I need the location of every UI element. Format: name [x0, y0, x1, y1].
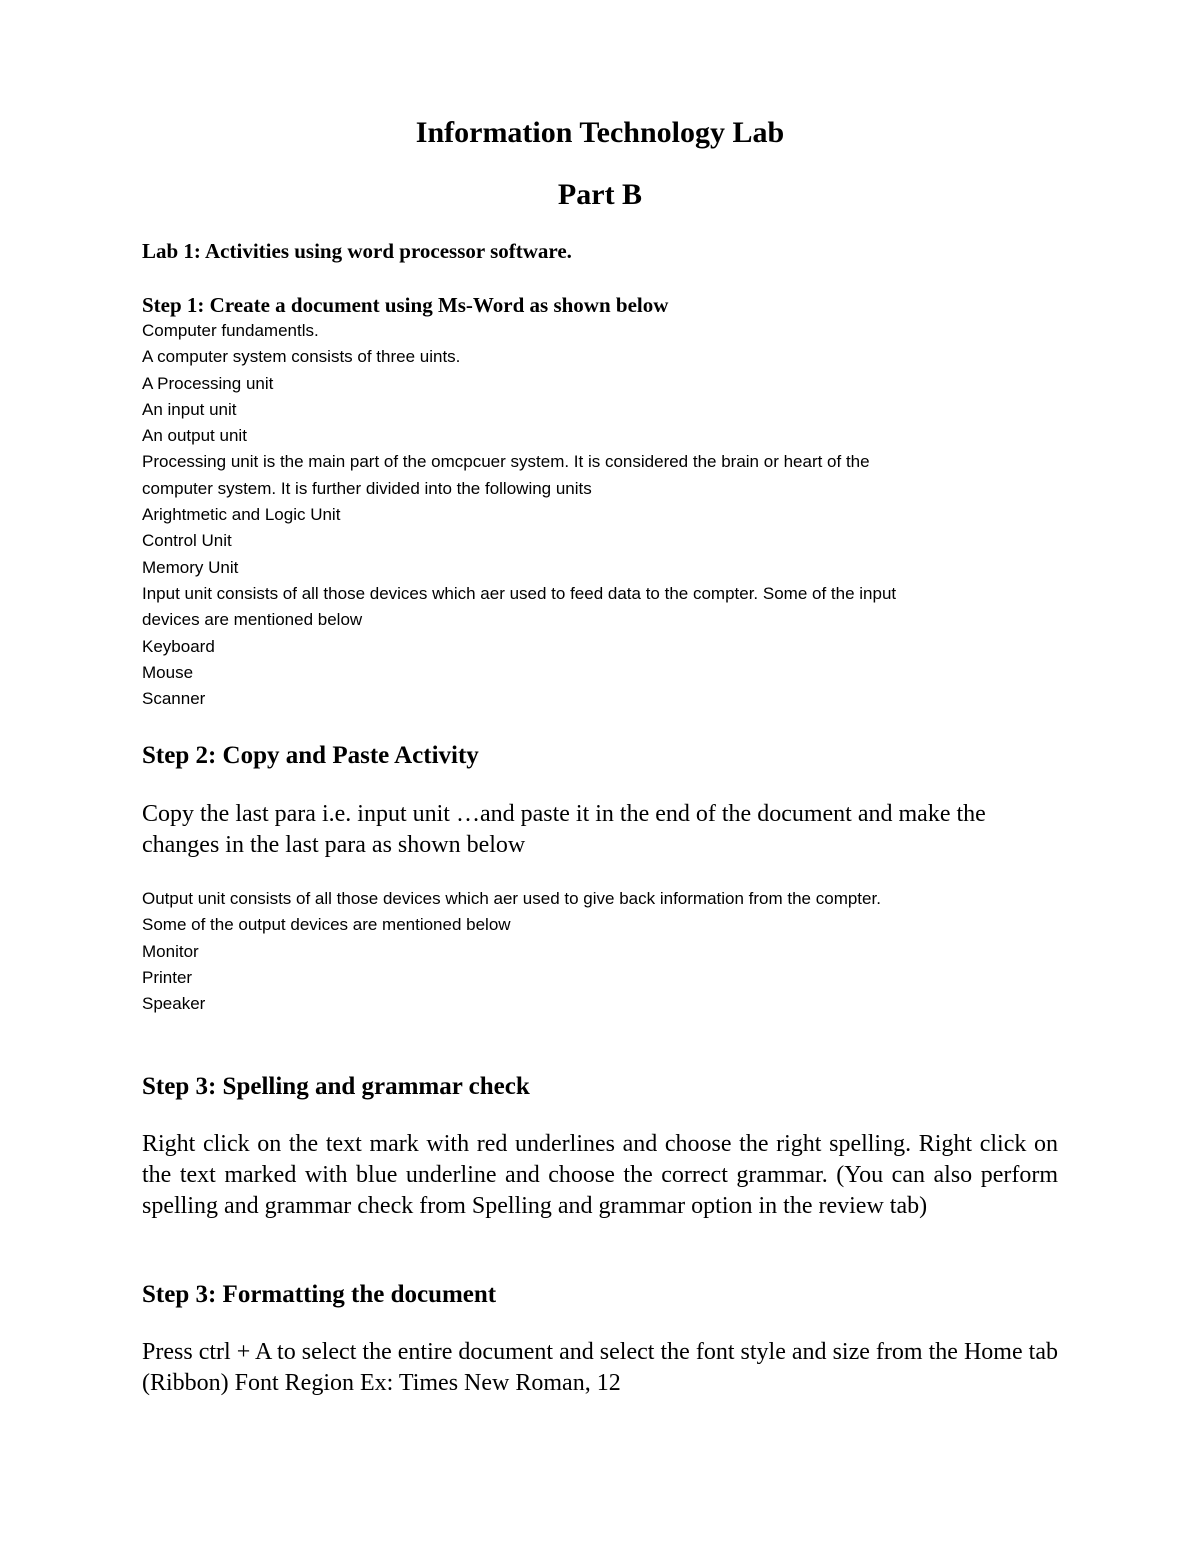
text-line: Computer fundamentls.	[142, 321, 319, 340]
text-line: computer system. It is further divided into the following units	[142, 478, 592, 498]
step2-body: Copy the last para i.e. input unit …and paste it in the end of the document and make the changes in the last para as shown below	[142, 801, 986, 858]
step3-body: Right click on the text mark with red underlines and choose the right spelling. Right click on the text marked with blue underline and choose the correct grammar. (You can also perform spelling and grammar check from Spelling and grammar option in the review tab)	[142, 1131, 1058, 1219]
text-line: Speaker	[142, 994, 206, 1014]
text-line: Output unit consists of all those devices which aer used to give back information from the compter.	[142, 889, 881, 908]
lab-heading: Lab 1: Activities using word processor software.	[142, 239, 572, 263]
text-line: Control Unit	[142, 531, 232, 551]
document-subtitle: Part B	[557, 178, 643, 211]
text-line: Arightmetic and Logic Unit	[142, 505, 341, 525]
step1-lines	[142, 318, 1062, 712]
text-line: Printer	[142, 967, 193, 987]
text-line: Input unit consists of all those devices which aer used to feed data to the compter. Some of the input	[142, 583, 897, 603]
step3-heading: Step 3: Spelling and grammar check	[142, 1073, 530, 1100]
text-line: Memory Unit	[142, 557, 239, 577]
text-line: A computer system consists of three uints.	[142, 347, 461, 367]
step4-heading: Step 3: Formatting the document	[142, 1281, 497, 1308]
text-line: An input unit	[142, 399, 237, 419]
text-line: An output unit	[142, 426, 247, 446]
text-line: Mouse	[142, 662, 194, 682]
step1-section	[142, 292, 1062, 712]
step2-output-block	[142, 886, 1062, 1017]
step4-body: Press ctrl + A to select the entire document and select the font style and size from the Home tab (Ribbon) Font Region Ex: Times New Roman, 12	[142, 1339, 1058, 1396]
text-line: devices are mentioned below	[142, 610, 363, 630]
text-line: A Processing unit	[142, 373, 274, 393]
text-line: Processing unit is the main part of the omcpcuer system. It is considered the brain or heart of the	[142, 452, 870, 472]
step1-heading: Step 1: Create a document using Ms-Word as shown below	[142, 293, 669, 317]
text-line: Keyboard	[142, 636, 215, 656]
step2-lines	[142, 886, 1062, 1017]
step2-heading: Step 2: Copy and Paste Activity	[142, 742, 479, 769]
text-line: Some of the output devices are mentioned below	[142, 915, 511, 935]
document-title: Information Technology Lab	[415, 116, 785, 149]
text-line: Monitor	[142, 941, 199, 961]
text-line: Scanner	[142, 689, 206, 709]
